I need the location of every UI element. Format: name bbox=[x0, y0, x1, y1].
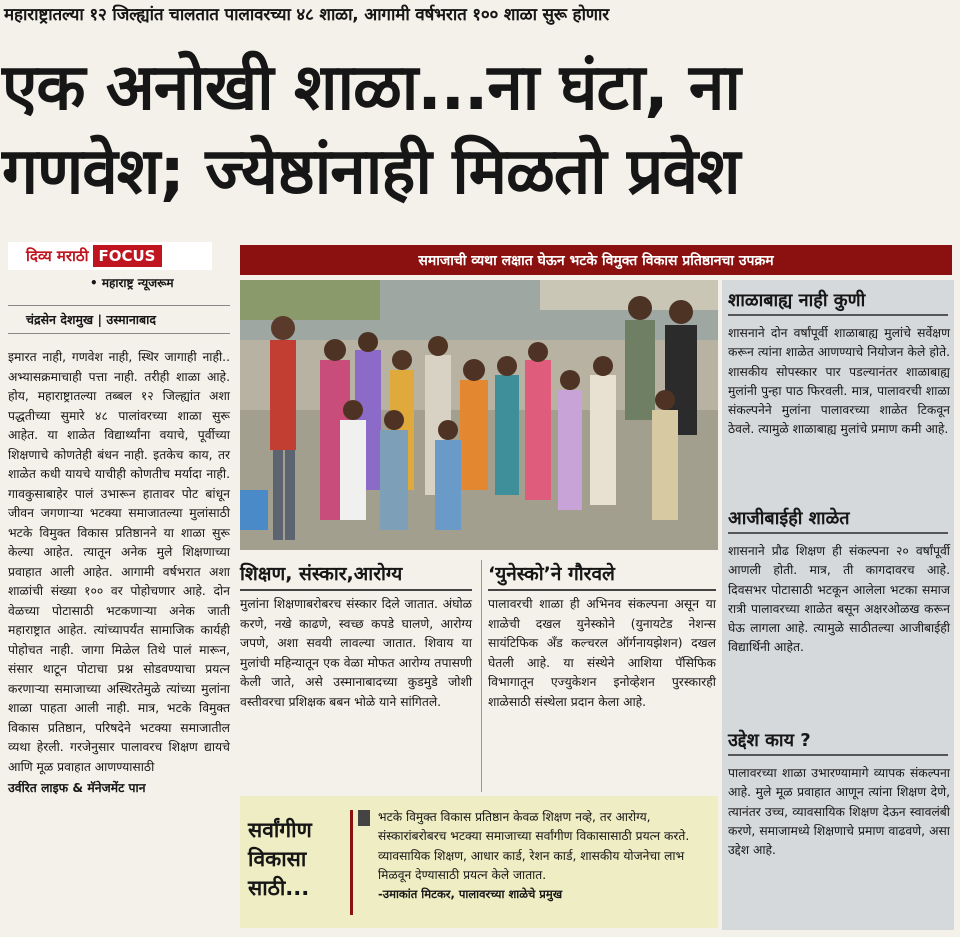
quote-mark-icon bbox=[358, 810, 370, 826]
quote-text: भटके विमुक्त विकास प्रतिष्ठान केवळ शिक्षण नव्हे, तर आरोग्य, संस्कारांबरोबरच भटक्या समाजाच्या सर्वांगीण विकासासाठी प्रयत्न करते. व्यावसायिक शिक्षण, आधार कार्ड, रेशन कार्ड, शासकीय योजनेचा लाभ मिळवून देण्यासाठी प्रयत्न केले जातात. bbox=[378, 810, 690, 882]
section-banner: समाजाची व्यथा लक्षात घेऊन भटके विमुक्त विकास प्रतिष्ठानचा उपक्रम bbox=[240, 245, 952, 275]
newsroom-label: • महाराष्ट्र न्यूजरूम bbox=[90, 276, 174, 290]
column-divider bbox=[481, 560, 482, 792]
main-article-text: इमारत नाही, गणवेश नाही, स्थिर जागाही नाही.. अभ्यासक्रमाचाही पत्ता नाही. तरीही शाळा आहे. होय, महाराष्ट्रातल्या तब्बल १२ जिल्ह्यांत अशा पद्धतीच्या सुमारे ४८ पालांवरच्या शाळा सुरू आहेत. या शाळेत विद्यार्थ्यांना वयाचे, पूर्वीच्या शिक्षणाचे कोणतेही बंधन नाही. इतकेच काय, तर शाळेत कधी यायचे याचीही कोणतीच मर्यादा नाही. गावकुसाबाहेर पालं उभारून हातावर पोट बांधून जीवन जगणाऱ्या भटक्या समाजातल्या मुलांसाठी भटके विमुक्त विकास प्रतिष्ठानने या शाळा सुरू केल्या आहेत. त्यातून अनेक मुले शिक्षणाच्या प्रवाहात आली आहेत. आगामी वर्षभरात अशा शाळांची संख्या १०० वर पोहोचणार आहे. दोन वेळच्या पोटासाठी भटकणाऱ्या अनेक जाती महाराष्ट्रात आहेत. त्यांच्यापर्यंत सामाजिक कार्यही पोहोचत नाही. जागा मिळेल तिथे पालं मारून, संसार थाटून पोटाचा प्रश्न सोडवण्याचा प्रयत्न करणाऱ्या समाजाच्या अस्थिरतेमुळे त्यांच्या मुलांना शाळा पाहता आली नाही. मात्र, भटके विमुक्त विकास प्रतिष्ठान, परिषदेने भटक्या समाजातील व्यथा हेरली. गरजेनुसार पालावरच शिक्षण द्यायचे आणि मूळ प्रवाहात आणण्यासाठी bbox=[8, 350, 230, 774]
section-unesco-text: पालावरची शाळा ही अभिनव संकल्पना असून या शाळेची दखल युनेस्कोने (युनायटेड नेशन्स सायंटिफिक अँड कल्चरल ऑर्गनायझेशन) दखल घेतली आहे. या संस्थेने आशिया पॅसिफिक विभागातून एज्युकेशन इनोव्हेशन पुरस्कारही शाळेसाठी संस्थेला प्रदान केला आहे. bbox=[488, 597, 716, 709]
quote-signature: -उमाकांत मिटकर, पालावरच्या शाळेचे प्रमुख bbox=[378, 887, 563, 902]
headline-line-2: गणवेश; ज्येष्ठांनाही मिळतो प्रवेश bbox=[2, 135, 740, 209]
brand-focus: FOCUS bbox=[93, 245, 162, 267]
sidebar-panel bbox=[722, 280, 954, 930]
sidebar-heading-3: उद्देश काय ? bbox=[728, 728, 948, 756]
sidebar-heading-1: शाळाबाह्य नाही कुणी bbox=[728, 288, 948, 316]
photo-illustration bbox=[240, 280, 718, 550]
section-health-title: शिक्षण, संस्कार,आरोग्य bbox=[240, 560, 472, 591]
headline bbox=[2, 46, 958, 214]
quote-box bbox=[240, 796, 718, 928]
headline-line-1: एक अनोखी शाळा...ना घंटा, ना bbox=[2, 51, 740, 125]
brand-logo bbox=[8, 242, 212, 270]
quote-bar bbox=[350, 810, 353, 915]
group-photo bbox=[240, 280, 718, 550]
section-unesco-title: ‘युनेस्को’ने गौरवले bbox=[488, 560, 716, 591]
section-health bbox=[240, 560, 472, 712]
sidebar-text-1: शासनाने दोन वर्षांपूर्वी शाळाबाह्य मुलांचे सर्वेक्षण करून त्यांना शाळेत आणण्याचे नियोजन केले होते. शासकीय सोपस्कार पार पडल्यानंतर शाळाबाह्य मुलांनी पुन्हा पाठ फिरवली. मात्र, पालावरची शाळा संकल्पनेने मुलांना पालावरच्या शाळेत टिकवून ठेवले. त्यामुळे शाळाबाह्य मुलांचे प्रमाण कमी आहे. bbox=[728, 326, 950, 437]
main-article bbox=[8, 348, 230, 799]
sidebar-text-3: पालावरच्या शाळा उभारण्यामागे व्यापक संकल्पना आहे. मुले मूळ प्रवाहात आणून त्यांना शिक्षण देणे, त्यानंतर उच्च, व्यावसायिक शिक्षण देऊन स्वावलंबी करणे, समाजामध्ये शिक्षणाचे प्रमाण वाढवणे, असा उद्देश आहे. bbox=[728, 766, 950, 858]
byline: चंद्रसेन देशमुख | उस्मानाबाद bbox=[8, 305, 230, 334]
quote-label: सर्वांगीण विकासा साठी... bbox=[248, 818, 312, 900]
section-health-text: मुलांना शिक्षणाबरोबरच संस्कार दिले जातात. अंघोळ करणे, नखे काढणे, स्वच्छ कपडे घालणे, आरोग्य जपणे, अशा सवयी लावल्या जातात. शिवाय या मुलांची महिन्यातून एक वेळा मोफत आरोग्य तपासणी केली जाते, असे उस्मानाबादच्या कुडमुडे जोशी वस्तीवरचा प्रशिक्षक बबन भोळे याने सांगितले. bbox=[240, 597, 472, 709]
quote-body bbox=[378, 808, 710, 904]
brand-name: दिव्य मराठी bbox=[26, 247, 89, 265]
sidebar-text-2: शासनाने प्रौढ शिक्षण ही संकल्पना २० वर्षांपूर्वी आणली होती. मात्र, ती कागदावरच आहे. दिवसभर पोटासाठी भटकून आलेला भटका समाज रात्री पालावरच्या शाळेत बसून अक्षरओळख करून घेऊ लागला आहे. त्यामुळे साठीतल्या आजीबाईही विद्यार्थिनी आहेत. bbox=[728, 544, 950, 655]
sidebar-heading-2: आजीबाईही शाळेत bbox=[728, 506, 948, 534]
kicker-line: महाराष्ट्रातल्या १२ जिल्ह्यांत चालतात पालावरच्या ४८ शाळा, आगामी वर्षभरात १०० शाळा सुरू होणार bbox=[4, 5, 610, 25]
continued-link[interactable]: उर्वरित लाइफ & मॅनेजमेंट पान bbox=[8, 781, 146, 795]
section-unesco bbox=[488, 560, 716, 712]
